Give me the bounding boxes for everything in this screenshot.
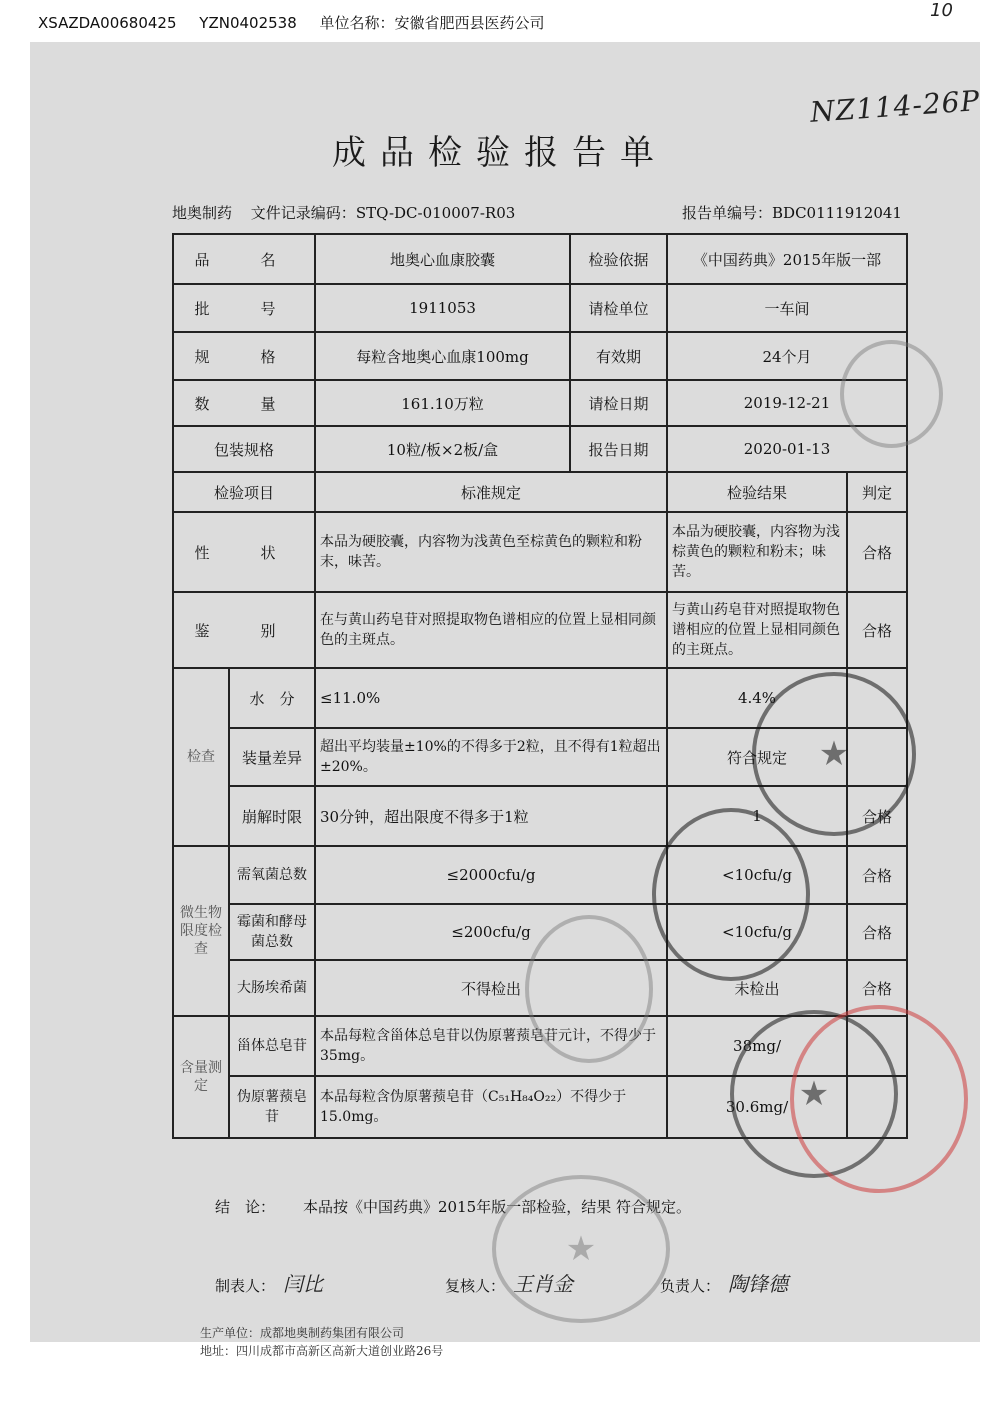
standard-cell: 本品为硬胶囊，内容物为浅黄色至棕黄色的颗粒和粉末，味苦。 (315, 512, 667, 592)
verdict-cell: 合格 (847, 904, 907, 960)
info-row (173, 234, 907, 284)
result-cell: <10cfu/g (667, 904, 847, 960)
footer-address: 地址：四川成都市高新区高新大道创业路26号 (200, 1344, 444, 1358)
verdict-cell: 合格 (847, 960, 907, 1016)
table-row (173, 512, 907, 592)
product-label: 品 名 (173, 234, 315, 284)
standard-cell: ≤11.0% (315, 668, 667, 728)
check-group-label: 检查 (173, 668, 229, 846)
spec-value: 每粒含地奥心血康100mg (315, 332, 570, 380)
conclusion-text: 本品按《中国药典》2015年版一部检验，结果 符合规定。 (303, 1198, 691, 1216)
item-cell: 性 状 (173, 512, 315, 592)
standard-cell: ≤2000cfu/g (315, 846, 667, 904)
result-cell: 1 (667, 786, 847, 846)
item-cell: 崩解时限 (229, 786, 315, 846)
pack-label: 包装规格 (173, 426, 315, 472)
qty-value: 161.10万粒 (315, 380, 570, 426)
assay-group-label: 含量测定 (173, 1016, 229, 1138)
request-unit-label: 请检单位 (570, 284, 667, 332)
result-cell: 符合规定 (667, 728, 847, 786)
result-cell: 本品为硬胶囊，内容物为浅棕黄色的颗粒和粉末；味苦。 (667, 512, 847, 592)
maker-sig: 闫比 (283, 1272, 324, 1296)
report-no-value: BDC0111912041 (772, 204, 902, 222)
report-date-value: 2020-01-13 (667, 426, 907, 472)
col-verdict-header: 判定 (847, 472, 907, 512)
result-cell: <10cfu/g (667, 846, 847, 904)
verdict-cell: 合格 (847, 592, 907, 668)
doc-meta (172, 202, 515, 223)
result-cell: 未检出 (667, 960, 847, 1016)
standard-cell: 不得检出 (315, 960, 667, 1016)
info-row (173, 380, 907, 426)
result-cell: 38mg/ (667, 1016, 847, 1076)
batch-label: 批 号 (173, 284, 315, 332)
report-date-label: 报告日期 (570, 426, 667, 472)
handwritten-note: NZ114-26P (809, 84, 982, 129)
info-row (173, 426, 907, 472)
standard-cell: 本品每粒含伪原薯蓣皂苷（C₅₁H₈₄O₂₂）不得少于15.0mg。 (315, 1076, 667, 1138)
head-signature (660, 1268, 788, 1297)
doc-code: STQ-DC-010007-R03 (355, 204, 516, 222)
info-row (173, 332, 907, 380)
header-unit: 单位名称：安徽省肥西县医药公司 (319, 14, 545, 32)
standard-cell: ≤200cfu/g (315, 904, 667, 960)
result-cell: 与黄山药皂苷对照提取物色谱相应的位置上显相同颜色的主斑点。 (667, 592, 847, 668)
results-header-row (173, 472, 907, 512)
company-label: 地奥制药 (172, 204, 233, 222)
col-standard-header: 标准规定 (315, 472, 667, 512)
basis-value: 《中国药典》2015年版一部 (667, 234, 907, 284)
star-icon: ★ (818, 734, 850, 774)
batch-value: 1911053 (315, 284, 570, 332)
micro-group-label: 微生物限度检查 (173, 846, 229, 1016)
partial-seal (525, 915, 653, 1063)
header-code-2: YZN0402538 (199, 14, 297, 32)
report-no-label: 报告单编号： (682, 204, 773, 222)
item-cell: 大肠埃希菌 (229, 960, 315, 1016)
product-value: 地奥心血康胶囊 (315, 234, 570, 284)
item-cell: 鉴 别 (173, 592, 315, 668)
head-sig: 陶锋德 (728, 1272, 789, 1296)
company-seal-dark (652, 808, 810, 981)
reviewer-sig: 王肖金 (513, 1272, 574, 1296)
doc-code-label: 文件记录编码： (250, 204, 356, 222)
validity-label: 有效期 (570, 332, 667, 380)
standard-cell: 30分钟，超出限度不得多于1粒 (315, 786, 667, 846)
footer-producer: 生产单位：成都地奥制药集团有限公司 (200, 1326, 405, 1340)
red-seal (790, 1005, 968, 1193)
quality-seal-dark (752, 672, 916, 836)
pack-value: 10粒/板×2板/盒 (315, 426, 570, 472)
spec-label: 规 格 (173, 332, 315, 380)
standard-cell: 本品每粒含甾体总皂苷以伪原薯蓣皂苷元计，不得少于35mg。 (315, 1016, 667, 1076)
bottom-seal (492, 1175, 670, 1323)
top-right-seal (840, 340, 943, 448)
col-result-header: 检验结果 (667, 472, 847, 512)
request-date-value: 2019-12-21 (667, 380, 907, 426)
item-cell: 需氧菌总数 (229, 846, 315, 904)
validity-value: 24个月 (667, 332, 907, 380)
top-header (38, 12, 563, 33)
report-title: 成品检验报告单 (332, 133, 668, 173)
col-item-header: 检验项目 (173, 472, 315, 512)
item-cell: 甾体总皂苷 (229, 1016, 315, 1076)
head-label: 负责人： (660, 1277, 721, 1295)
standard-cell: 超出平均装量±10%的不得多于2粒，且不得有1粒超出±20%。 (315, 728, 667, 786)
request-unit-value: 一车间 (667, 284, 907, 332)
qty-label: 数 量 (173, 380, 315, 426)
request-date-label: 请检日期 (570, 380, 667, 426)
item-cell: 装量差异 (229, 728, 315, 786)
standard-cell: 在与黄山药皂苷对照提取物色谱相应的位置上显相同颜色的主斑点。 (315, 592, 667, 668)
star-icon: ★ (798, 1074, 830, 1114)
verdict-cell: 合格 (847, 846, 907, 904)
basis-label: 检验依据 (570, 234, 667, 284)
info-row (173, 284, 907, 332)
header-code-1: XSAZDA00680425 (38, 14, 177, 32)
item-cell: 伪原薯蓣皂苷 (229, 1076, 315, 1138)
table-row (173, 592, 907, 668)
corner-page-number: 10 (930, 0, 953, 21)
verdict-cell: 合格 (847, 786, 907, 846)
result-cell: 30.6mg/ (667, 1076, 847, 1138)
verdict-cell: 合格 (847, 512, 907, 592)
maker-label: 制表人： (215, 1277, 276, 1295)
star-icon: ★ (565, 1229, 597, 1269)
report-number (682, 202, 902, 223)
item-cell: 霉菌和酵母菌总数 (229, 904, 315, 960)
maker-signature (215, 1268, 323, 1297)
reviewer-label: 复核人： (445, 1277, 506, 1295)
item-cell: 水 分 (229, 668, 315, 728)
conclusion-label: 结 论： (215, 1198, 276, 1216)
result-cell: 4.4% (667, 668, 847, 728)
